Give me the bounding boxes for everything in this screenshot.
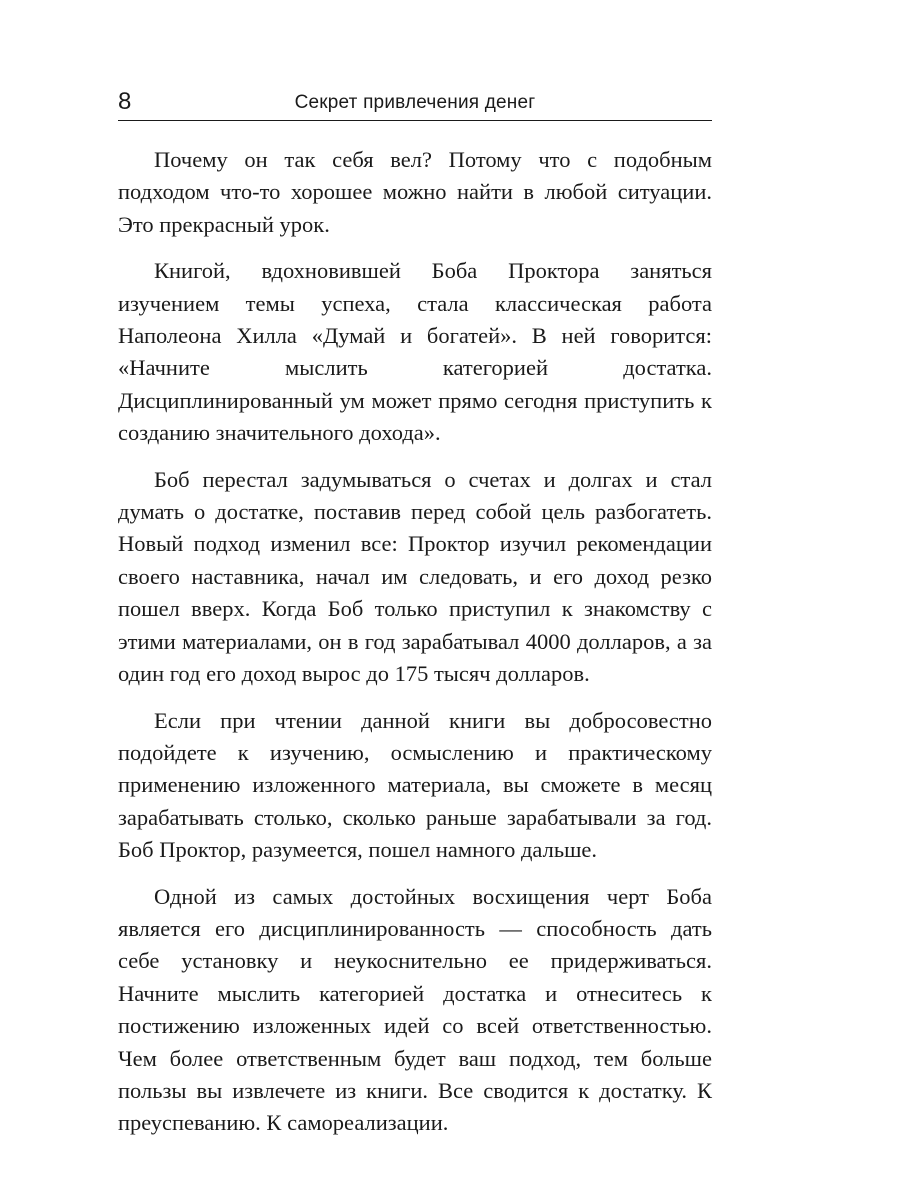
paragraph: Книгой, вдохновившей Боба Проктора заняться изучением темы успеха, стала классическая работа Наполеона Хилла «Думай и богатей». В ней говорится: «Начните мыслить категорией достатка. Дисциплинированный ум может прямо сегодня приступить к созданию значительного дохода». [118,258,712,446]
body-text [118,144,712,1140]
running-header [118,86,712,121]
page-number: 8 [118,88,132,115]
paragraph: Почему он так себя вел? Потому что с подобным подходом что-то хорошее можно найти в любой ситуации. Это прекрасный урок. [118,147,712,237]
paragraph: Если при чтении данной книги вы добросовестно подойдете к изучению, осмыслению и практическому применению изложенного материала, вы сможете в месяц зарабатывать столько, сколько раньше зарабатывали за год. Боб Проктор, разумеется, пошел намного дальше. [118,707,712,863]
paragraph: Боб перестал задумываться о счетах и долгах и стал думать о достатке, поставив перед собой цель разбогатеть. Новый подход изменил все: Проктор изучил рекомендации своего наставника, начал им следовать, и его доход резко пошел вверх. Когда Боб только приступил к знакомству с этими материалами, он в год зарабатывал 4000 долларов, а за один год его доход вырос до 175 тысяч долларов. [118,466,712,687]
running-title: Секрет привлечения денег [294,92,536,113]
paragraph: Одной из самых достойных восхищения черт Боба является его дисциплинированность — способность дать себе установку и неукоснительно ее придерживаться. Начните мыслить категорией достатка и отнеситесь к постижению изложенных идей со всей ответственностью. Чем более ответственным будет ваш подход, тем больше пользы вы извлечете из книги. Все сводится к достатку. К преуспеванию. К самореализации. [118,883,712,1136]
